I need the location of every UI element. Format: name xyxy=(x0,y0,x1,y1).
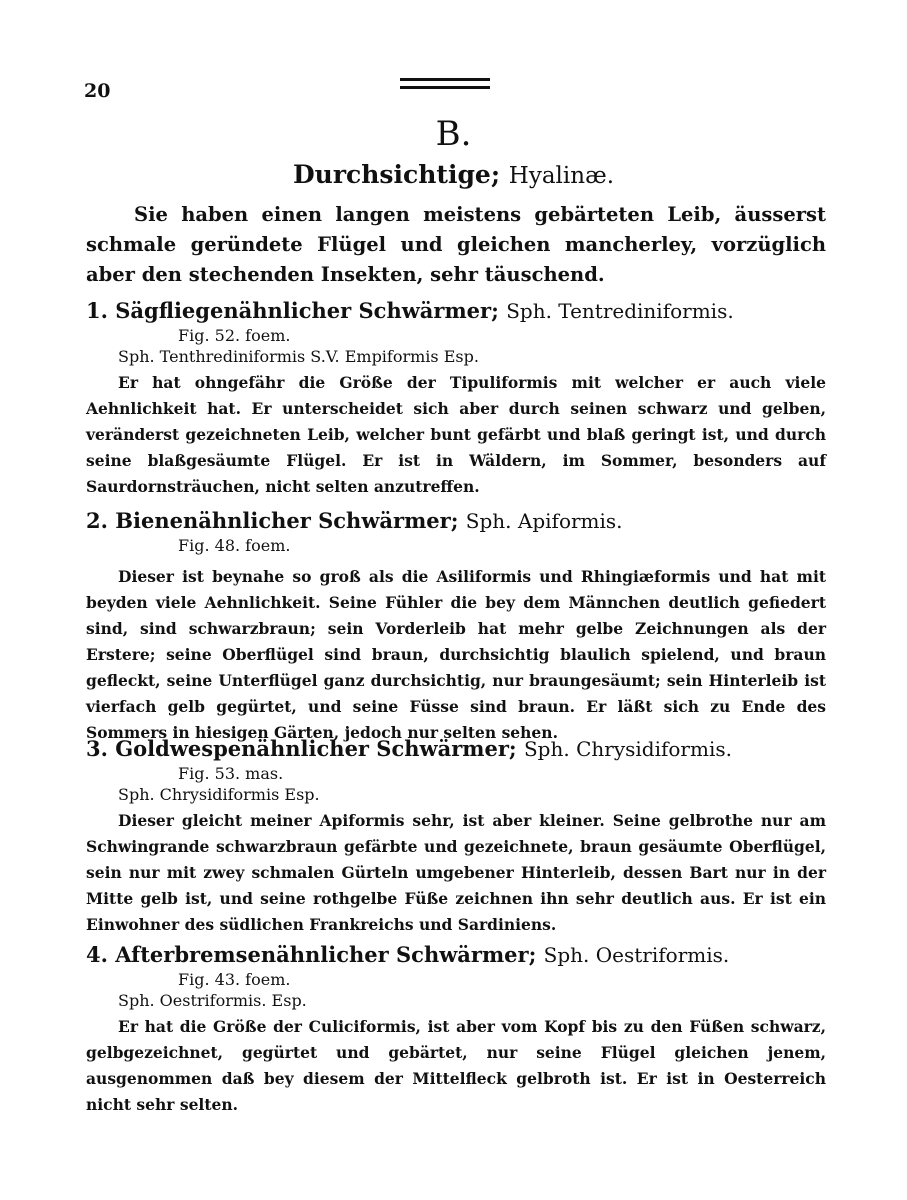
section-title-latin: Hyalinæ. xyxy=(508,163,614,189)
species-name-german: 3. Goldwespenähnlicher Schwärmer; xyxy=(86,736,517,761)
species-entry-2 xyxy=(86,506,826,746)
species-description: Er hat die Größe der Culiciformis, ist aber vom Kopf bis zu den Füßen schwarz, gelbgezeichnet, gegürtet und gebärtet, nur seine Flügel gleichen jenem, ausgenommen daß bey diesem der Mittelfleck gelbroth ist. Er ist in Oesterreich nicht sehr selten. xyxy=(86,1017,826,1114)
header-rule-top xyxy=(400,78,490,81)
figure-reference: Fig. 52. foem. xyxy=(178,326,291,345)
species-name-latin: Sph. Tentrediniformis. xyxy=(506,299,734,323)
species-name-german: 2. Bienenähnlicher Schwärmer; xyxy=(86,508,459,533)
synonym: Sph. Oestriformis. Esp. xyxy=(118,991,307,1010)
synonym: Sph. Tenthrediniformis S.V. Empiformis Esp. xyxy=(118,347,479,366)
species-name-german: 4. Afterbremsenähnlicher Schwärmer; xyxy=(86,942,537,967)
species-title xyxy=(86,734,826,764)
species-entry-3 xyxy=(86,734,826,938)
species-entry-1 xyxy=(86,296,826,500)
species-title xyxy=(86,940,826,970)
section-title xyxy=(0,160,907,189)
species-entry-4 xyxy=(86,940,826,1118)
species-name-latin: Sph. Chrysidiformis. xyxy=(523,737,732,761)
synonym: Sph. Chrysidiformis Esp. xyxy=(118,785,320,804)
species-description: Dieser gleicht meiner Apiformis sehr, ist aber kleiner. Seine gelbrothe nur am Schwingrande schwarzbraun gefärbte und gezeichnete, braun gesäumte Oberflügel, sein nur mit zwey schmalen Gürteln umgebener Hinterleib, dessen Bart nur in der Mitte gelb ist, und seine rothgelbe Füße zeichnen ihn sehr deutlich aus. Er ist ein Einwohner des südlichen Frankreichs und Sardiniens. xyxy=(86,811,826,934)
figure-reference: Fig. 43. foem. xyxy=(178,970,291,989)
section-title-german: Durchsichtige; xyxy=(293,160,501,189)
species-name-latin: Sph. Apiformis. xyxy=(465,509,623,533)
species-title xyxy=(86,506,826,536)
species-description: Er hat ohngefähr die Größe der Tipuliformis mit welcher er auch viele Aehnlichkeit hat. Er unterscheidet sich aber durch seinen schwarz und gelben, veränderst gezeichneten Leib, welcher bunt gefärbt und blaß geringt ist, und durch seine blaßgesäumte Flügel. Er ist in Wäldern, im Sommer, besonders auf Saurdornsträuchen, nicht selten anzutreffen. xyxy=(86,373,826,496)
figure-reference: Fig. 48. foem. xyxy=(178,536,291,555)
section-intro: Sie haben einen langen meistens gebärteten Leib, äusserst schmale geründete Flügel und gleichen mancherley, vorzüglich aber den stechenden Insekten, sehr täuschend. xyxy=(86,203,826,286)
species-title xyxy=(86,296,826,326)
figure-reference: Fig. 53. mas. xyxy=(178,764,284,783)
page-number: 20 xyxy=(84,80,111,102)
section-letter: B. xyxy=(435,114,472,154)
header-rule-bottom xyxy=(400,86,490,89)
species-name-german: 1. Sägfliegenähnlicher Schwärmer; xyxy=(86,298,499,323)
species-description: Dieser ist beynahe so groß als die Asiliformis und Rhingiæformis und hat mit beyden viele Aehnlichkeit. Seine Fühler die bey dem Männchen deutlich gefiedert sind, sind schwarzbraun; sein Vorderleib hat mehr gelbe Zeichnungen als der Erstere; seine Oberflügel sind braun, durchsichtig blaulich spielend, und braun gefleckt, seine Unterflügel ganz durchsichtig, nur braungesäumt; sein Hinterleib ist vierfach gelb gegürtet, und seine Füsse sind braun. Er läßt sich zu Ende des Sommers in hiesigen Gärten, jedoch nur selten sehen. xyxy=(86,567,826,742)
species-name-latin: Sph. Oestriformis. xyxy=(543,943,730,967)
